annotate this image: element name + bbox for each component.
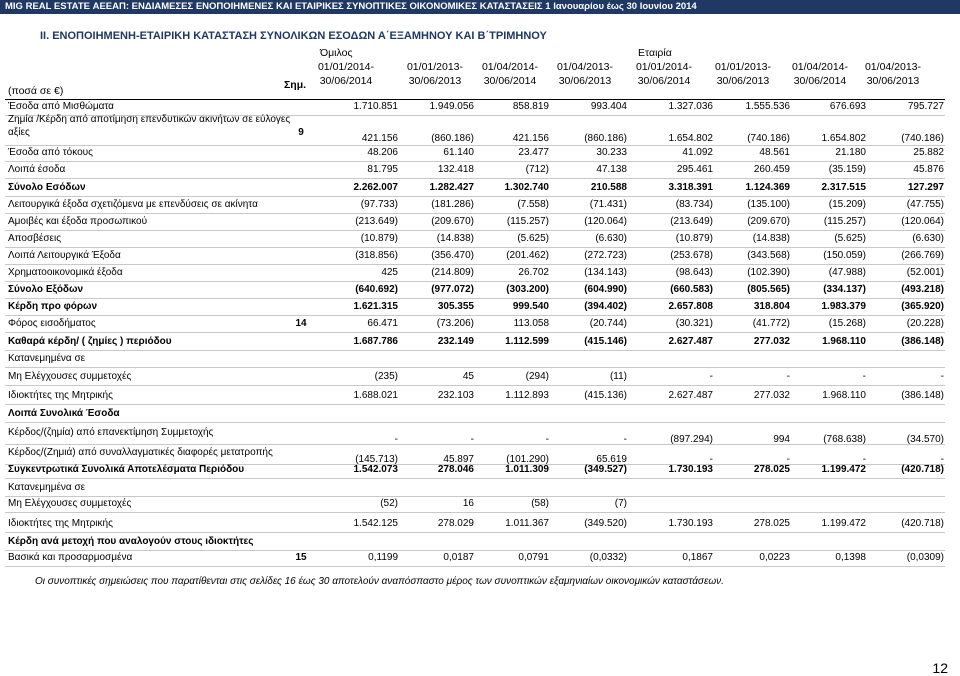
row-value: 295.461	[676, 164, 713, 175]
table-row	[5, 497, 945, 512]
row-value: (52.001)	[906, 267, 944, 278]
row-value: -	[470, 434, 474, 445]
row-value: (73.206)	[436, 318, 474, 329]
company-label: Εταιρία	[638, 47, 672, 59]
row-value: (386.148)	[901, 336, 944, 347]
table-row	[5, 113, 945, 143]
period-end: 30/06/2013	[716, 75, 770, 87]
row-value: (209.670)	[747, 216, 790, 227]
table-row	[5, 481, 945, 496]
row-value: 30.233	[596, 147, 627, 158]
row-value: (41.772)	[752, 318, 790, 329]
row-value: 16	[462, 498, 474, 509]
period-end: 30/06/2014	[637, 75, 691, 87]
row-value: (213.649)	[670, 216, 713, 227]
row-separator	[5, 512, 945, 513]
row-value: (415.136)	[584, 390, 627, 401]
row-value: 45	[462, 371, 474, 382]
row-value: (7.558)	[517, 199, 549, 210]
row-value: 65.619	[596, 454, 627, 465]
row-value: (394.402)	[584, 301, 627, 312]
row-value: (71.431)	[589, 199, 627, 210]
row-label: Συγκεντρωτικά Συνολικά Αποτελέσματα Περιόδου	[8, 464, 245, 475]
row-value: 1.124.369	[745, 182, 790, 193]
row-value: 993.404	[590, 101, 627, 112]
row-value: 0,0187	[443, 552, 474, 563]
row-label: Λοιπά έσοδα	[8, 164, 66, 175]
row-value: (334.137)	[823, 284, 866, 295]
row-value: (349.520)	[584, 518, 627, 529]
period-start: 01/04/2013-	[556, 61, 614, 73]
row-value: (343.568)	[747, 250, 790, 261]
row-value: (120.064)	[584, 216, 627, 227]
row-value: 421.156	[512, 133, 549, 144]
row-value: (10.879)	[675, 233, 713, 244]
row-value: 47.138	[596, 164, 627, 175]
row-value: 305.355	[437, 301, 474, 312]
row-value: (213.649)	[355, 216, 398, 227]
row-value: 1.730.193	[668, 518, 713, 529]
row-separator	[5, 404, 945, 405]
row-value: 994	[773, 434, 790, 445]
row-value: 278.025	[753, 518, 790, 529]
row-value: 41.092	[682, 147, 713, 158]
row-value: 1.730.193	[668, 464, 713, 475]
row-value: 1.949.056	[429, 101, 474, 112]
period-start: 01/04/2014-	[791, 61, 849, 73]
row-value: (15.209)	[828, 199, 866, 210]
period-header	[400, 60, 470, 88]
table-row	[5, 266, 945, 281]
row-value: (115.257)	[823, 216, 866, 227]
period-end: 30/06/2013	[408, 75, 462, 87]
table-row	[5, 517, 945, 532]
period-header	[708, 60, 778, 88]
row-value: 0,0223	[759, 552, 790, 563]
row-label: Λειτουργικά έξοδα σχετιζόμενα με επενδύσεις σε ακίνητα	[8, 199, 258, 210]
row-label: Αμοιβές και έξοδα προσωπικού	[8, 216, 148, 227]
row-label: Κέρδη ανά μετοχή που αναλογούν στους ιδιοκτήτες	[8, 536, 254, 547]
period-header	[785, 60, 855, 88]
row-value: 232.103	[437, 390, 474, 401]
row-value: (768.638)	[823, 434, 866, 445]
row-value: 0,1867	[682, 552, 713, 563]
period-start: 01/01/2013-	[406, 61, 464, 73]
row-label: Μη Ελέγχουσες συμμετοχές	[8, 371, 132, 382]
row-value: (349.527)	[584, 464, 627, 475]
row-value: (58)	[531, 498, 549, 509]
row-note: 14	[295, 318, 307, 329]
row-value: 210.588	[590, 182, 627, 193]
row-label: Κέρδος/(ζημία) από επανεκτίμηση Συμμετοχής	[8, 427, 214, 438]
row-value: (181.286)	[431, 199, 474, 210]
row-value: 1.654.802	[821, 133, 866, 144]
row-value: (660.583)	[670, 284, 713, 295]
row-value: 858.819	[512, 101, 549, 112]
section-title: II. ΕΝΟΠΟΙΗΜΕΝΗ-ΕΤΑΙΡΙΚΗ ΚΑΤΑΣΤΑΣΗ ΣΥΝΟΛΙΚΩΝ ΕΣΟΔΩΝ Α΄ΕΞΑΜΗΝΟΥ ΚΑΙ Β΄ΤΡΙΜΗΝΟΥ	[40, 30, 547, 42]
period-header	[311, 60, 381, 88]
row-value: (101.290)	[506, 454, 549, 465]
row-value: 2.657.808	[668, 301, 713, 312]
row-value: -	[862, 371, 866, 382]
row-value: 1.112.599	[505, 336, 549, 347]
row-value: (7)	[614, 498, 627, 509]
row-label: Κέρδος/(Ζημιά) από συναλλαγματικές διαφορές μετατροπής	[8, 447, 273, 458]
row-value: (0,0309)	[906, 552, 944, 563]
period-header	[475, 60, 545, 88]
row-separator	[5, 566, 945, 567]
row-value: (5.625)	[834, 233, 866, 244]
row-value: 127.297	[907, 182, 944, 193]
row-separator	[5, 196, 945, 197]
group-label: Όμιλος	[320, 47, 353, 59]
row-value: 2.627.487	[668, 336, 713, 347]
row-value: 81.795	[367, 164, 398, 175]
row-label: Βασικά και προσαρμοσμένα	[8, 552, 133, 563]
row-value: (712)	[525, 164, 549, 175]
period-header	[858, 60, 928, 88]
page-number: 12	[932, 660, 948, 676]
period-end: 30/06/2014	[793, 75, 847, 87]
table-row	[5, 352, 945, 367]
row-value: 48.206	[367, 147, 398, 158]
row-value: 1.968.110	[822, 390, 866, 401]
row-value: (415.146)	[584, 336, 627, 347]
table-row	[5, 335, 945, 350]
row-value: (420.718)	[901, 464, 944, 475]
row-value: (115.257)	[506, 216, 549, 227]
row-value: -	[786, 454, 790, 465]
row-value: 1.555.536	[745, 101, 790, 112]
row-value: (640.692)	[355, 284, 398, 295]
row-separator	[5, 161, 945, 162]
row-separator	[5, 350, 945, 351]
row-value: 1.968.110	[822, 336, 866, 347]
row-value: (977.072)	[431, 284, 474, 295]
row-value: (294)	[525, 371, 549, 382]
row-value: (134.143)	[584, 267, 627, 278]
row-separator	[5, 444, 945, 445]
row-value: -	[862, 454, 866, 465]
row-value: (15.268)	[828, 318, 866, 329]
row-separator	[5, 478, 945, 479]
row-value: 278.025	[753, 464, 790, 475]
row-value: (97.733)	[360, 199, 398, 210]
row-label: Ζημία /Κέρδη από αποτίμηση επενδυτικών ακινήτων σε εύλογες	[8, 114, 291, 125]
table-row	[5, 249, 945, 264]
table-row	[5, 283, 945, 298]
row-label: Αποσβέσεις	[8, 233, 62, 244]
period-start: 01/01/2014-	[317, 61, 375, 73]
row-value: 0,1398	[835, 552, 866, 563]
table-row	[5, 232, 945, 247]
row-label: Έσοδα από Μισθώματα	[8, 101, 114, 112]
row-value: (10.879)	[360, 233, 398, 244]
row-label: Χρηματοοικονομικά έξοδα	[8, 267, 123, 278]
row-label: Λοιπά Λειτουργικά Έξοδα	[8, 250, 121, 261]
row-value: (34.570)	[906, 434, 944, 445]
row-value: (740.186)	[901, 133, 944, 144]
row-label: Κατανεμημένα σε	[8, 353, 86, 364]
row-value: (386.148)	[901, 390, 944, 401]
row-value: (860.186)	[584, 133, 627, 144]
row-value: 1.011.367	[505, 518, 549, 529]
row-value: -	[709, 454, 713, 465]
period-start: 01/01/2014-	[635, 61, 693, 73]
table-row	[5, 300, 945, 315]
row-value: 113.058	[513, 318, 549, 329]
row-value: 1.199.472	[821, 464, 866, 475]
period-end: 30/06/2014	[319, 75, 373, 87]
row-value: -	[940, 371, 944, 382]
row-value: 1.621.315	[353, 301, 398, 312]
row-value: (365.920)	[901, 301, 944, 312]
row-value: 999.540	[512, 301, 549, 312]
row-value: (493.218)	[901, 284, 944, 295]
row-value: -	[786, 371, 790, 382]
period-header	[629, 60, 699, 88]
row-value: 21.180	[835, 147, 866, 158]
row-note: 9	[298, 127, 304, 138]
row-value: -	[940, 454, 944, 465]
row-value: (102.390)	[747, 267, 790, 278]
row-value: (201.462)	[506, 250, 549, 261]
row-value: 3.318.391	[668, 182, 713, 193]
row-value: 25.882	[913, 147, 944, 158]
row-separator	[5, 247, 945, 248]
row-label: Σύνολο Εσόδων	[8, 182, 86, 193]
row-separator	[5, 532, 945, 533]
row-value: 425	[381, 267, 398, 278]
row-value: 421.156	[361, 133, 398, 144]
table-row	[5, 407, 945, 422]
row-value: 1.654.802	[668, 133, 713, 144]
row-value: (303.200)	[506, 284, 549, 295]
row-value: (209.670)	[431, 216, 474, 227]
table-row	[5, 198, 945, 213]
row-value: (20.744)	[589, 318, 627, 329]
row-value: (83.734)	[675, 199, 713, 210]
row-value: 795.727	[907, 101, 944, 112]
row-value: 278.046	[437, 464, 474, 475]
table-row	[5, 146, 945, 161]
row-value: 1.687.786	[353, 336, 398, 347]
row-value: (47.988)	[828, 267, 866, 278]
row-value: (5.625)	[517, 233, 549, 244]
row-value: 45.876	[913, 164, 944, 175]
document-header: MIG REAL ESTATE ΑΕΕΑΠ: ΕΝΔΙΑΜΕΣΕΣ ΕΝΟΠΟΙΗΜΕΝΕΣ ΚΑΙ ΕΤΑΙΡΙΚΕΣ ΣΥΝΟΠΤΙΚΕΣ ΟΙΚΟΝΟΜΙΚΕΣ ΚΑΤΑΣΤΑΣΕΙΣ 1 Ιανουαρίου έως 30 Ιουνίου 2014	[0, 0, 960, 14]
row-label: Φόρος εισοδήματος	[8, 318, 96, 329]
row-value: 2.627.487	[668, 390, 713, 401]
row-value: 1.112.893	[505, 390, 549, 401]
row-value: (805.565)	[747, 284, 790, 295]
table-row	[5, 317, 945, 332]
row-value: (318.856)	[355, 250, 398, 261]
row-separator	[5, 213, 945, 214]
row-value: 1.542.125	[353, 518, 398, 529]
row-value: -	[545, 434, 549, 445]
row-label: Λοιπά Συνολικά Έσοδα	[8, 408, 120, 419]
unit-label: (ποσά σε €)	[8, 85, 64, 97]
row-value: (740.186)	[747, 133, 790, 144]
row-label: Καθαρά κέρδη/ ( ζημίες ) περιόδου	[8, 336, 172, 347]
row-value: (135.100)	[747, 199, 790, 210]
row-value: (420.718)	[901, 518, 944, 529]
row-value: 1.011.309	[505, 464, 549, 475]
table-row	[5, 463, 945, 478]
row-value: (11)	[609, 371, 627, 382]
row-label: Έσοδα από τόκους	[8, 147, 93, 158]
row-value: (47.755)	[906, 199, 944, 210]
period-end: 30/06/2014	[483, 75, 537, 87]
row-value: 66.471	[367, 318, 398, 329]
row-separator	[5, 281, 945, 282]
row-value: 1.688.021	[353, 390, 398, 401]
row-value: -	[623, 434, 627, 445]
note-column-header: Σημ.	[284, 79, 307, 91]
period-end: 30/06/2013	[558, 75, 612, 87]
table-row	[5, 551, 945, 566]
table-row	[5, 215, 945, 230]
row-value: 2.317.515	[821, 182, 866, 193]
table-row	[5, 181, 945, 196]
row-value: (52)	[380, 498, 398, 509]
row-value: 1.199.472	[821, 518, 866, 529]
row-label: Σύνολο Εξόδων	[8, 284, 83, 295]
row-value: 232.149	[437, 336, 474, 347]
row-value: (14.838)	[752, 233, 790, 244]
row-value: 1.542.073	[353, 464, 398, 475]
period-start: 01/01/2013-	[714, 61, 772, 73]
row-value: 2.262.007	[353, 182, 398, 193]
table-row	[5, 389, 945, 404]
row-value: 277.032	[753, 390, 790, 401]
period-end: 30/06/2013	[866, 75, 920, 87]
row-value: -	[709, 371, 713, 382]
row-label: Κατανεμημένα σε	[8, 482, 86, 493]
row-value: 1.327.036	[668, 101, 713, 112]
table-row	[5, 535, 945, 550]
row-value: (604.990)	[584, 284, 627, 295]
row-value: 1.983.379	[821, 301, 866, 312]
row-label: Ιδιοκτήτες της Μητρικής	[8, 518, 113, 529]
footnote: Οι συνοπτικές σημειώσεις που παρατίθενται στις σελίδες 16 έως 30 αποτελούν αναπόσπαστο μέρος των συνοπτικών εξαμηνιαίων οικονομικών καταστάσεων.	[35, 576, 724, 587]
row-value: (6.630)	[595, 233, 627, 244]
row-separator	[5, 264, 945, 265]
table-row	[5, 370, 945, 385]
row-value: 0,1199	[368, 552, 398, 563]
row-label: Κέρδη προ φόρων	[8, 301, 98, 312]
row-value: 278.029	[437, 518, 474, 529]
row-value: (272.723)	[584, 250, 627, 261]
row-value: (253.678)	[670, 250, 713, 261]
row-value: (98.643)	[675, 267, 713, 278]
row-value: 318.804	[753, 301, 790, 312]
row-value: 277.032	[753, 336, 790, 347]
row-separator	[5, 385, 945, 386]
period-start: 01/04/2013-	[864, 61, 922, 73]
row-value: (266.769)	[901, 250, 944, 261]
row-value: (897.294)	[670, 434, 713, 445]
period-start: 01/04/2014-	[481, 61, 539, 73]
row-value: (20.228)	[906, 318, 944, 329]
row-value: (235)	[374, 371, 398, 382]
row-value: (214.809)	[431, 267, 474, 278]
row-value: 0,0791	[518, 552, 549, 563]
row-label-continued: αξίες	[8, 127, 30, 138]
row-separator	[5, 230, 945, 231]
row-value: -	[394, 434, 398, 445]
row-value: 1.302.740	[504, 182, 549, 193]
row-value: 26.702	[518, 267, 549, 278]
row-value: 61.140	[443, 147, 474, 158]
row-separator	[5, 315, 945, 316]
table-row	[5, 163, 945, 178]
row-value: 45.897	[443, 454, 474, 465]
row-value: 1.282.427	[429, 182, 474, 193]
period-header	[550, 60, 620, 88]
row-value: (145.713)	[355, 454, 398, 465]
row-value: (35.159)	[828, 164, 866, 175]
row-note: 15	[295, 552, 307, 563]
row-label: Μη Ελέγχουσες συμμετοχές	[8, 498, 132, 509]
row-separator	[5, 298, 945, 299]
row-label: Ιδιοκτήτες της Μητρικής	[8, 390, 113, 401]
row-value: 1.710.851	[353, 101, 398, 112]
row-separator	[5, 422, 945, 423]
row-value: (6.630)	[912, 233, 944, 244]
row-value: 260.459	[753, 164, 790, 175]
row-value: (356.470)	[431, 250, 474, 261]
row-separator	[5, 178, 945, 179]
row-value: 132.418	[437, 164, 474, 175]
row-value: 23.477	[518, 147, 549, 158]
row-separator	[5, 367, 945, 368]
row-value: (860.186)	[431, 133, 474, 144]
row-value: 48.561	[759, 147, 790, 158]
row-value: (0,0332)	[589, 552, 627, 563]
row-separator	[5, 332, 945, 333]
row-value: 676.693	[829, 101, 866, 112]
row-value: (14.838)	[436, 233, 474, 244]
row-value: (30.321)	[675, 318, 713, 329]
row-value: (150.059)	[823, 250, 866, 261]
row-value: (120.064)	[901, 216, 944, 227]
